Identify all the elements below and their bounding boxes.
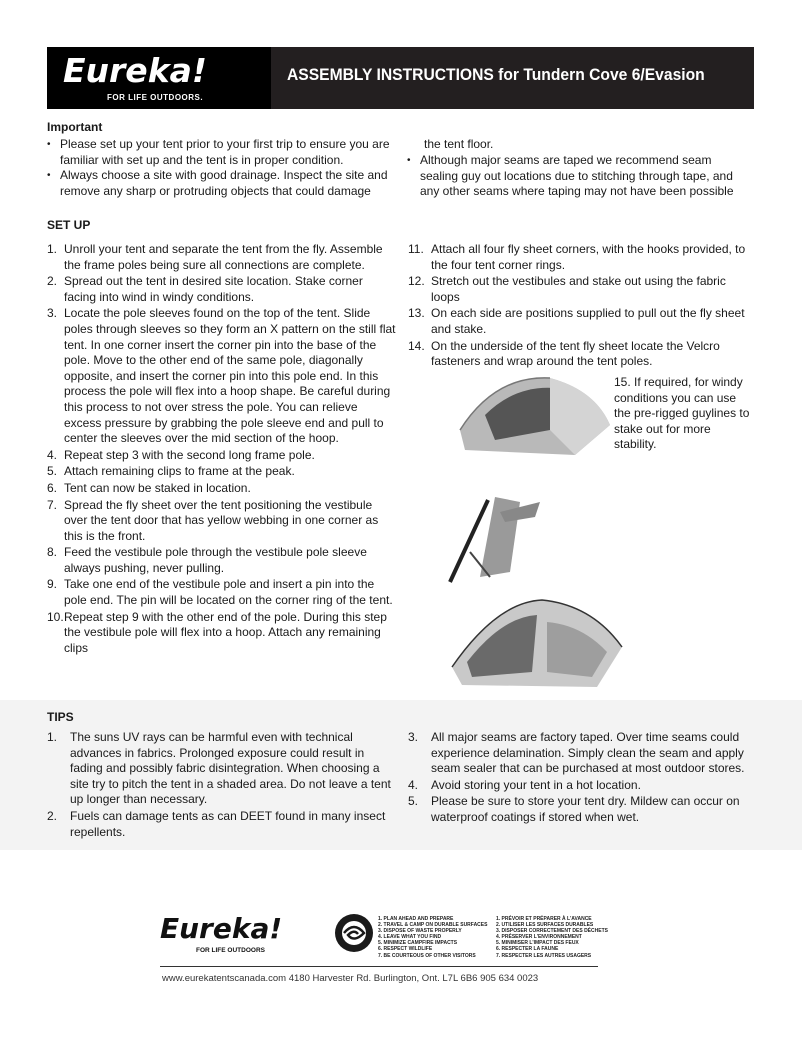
step-number: 7. <box>47 497 58 512</box>
setup-step <box>47 242 397 273</box>
setup-step <box>47 577 397 608</box>
step-text: On the underside of the tent fly sheet locate the Velcro fasteners and wrap around the tent poles. <box>431 338 720 369</box>
tip-item <box>408 778 754 794</box>
tips-left-list <box>47 730 392 841</box>
step-text: Please be sure to store your tent dry. Mildew can occur on waterproof coatings if stored when wet. <box>431 794 740 824</box>
tent-with-fly-image <box>455 370 615 460</box>
lnt-principles-en <box>378 916 487 959</box>
step-number: 3. <box>47 306 58 321</box>
lnt-principle: 4. PRÉSERVER L'ENVIRONNEMENT <box>496 934 582 941</box>
setup-step <box>47 545 397 576</box>
lnt-principle: 5. MINIMIZE CAMPFIRE IMPACTS <box>378 940 458 947</box>
step-number: 5. <box>47 464 58 479</box>
tip-item <box>47 809 392 840</box>
setup-step <box>47 610 397 657</box>
step-text: Stretch out the vestibules and stake out using the fabric loops <box>431 274 726 304</box>
important-left <box>47 137 397 199</box>
important-item: • Please set up your tent prior to your first trip to ensure you are familiar with set up and the tent is in proper condition. <box>47 137 397 168</box>
logo-wordmark: Eureka! <box>63 51 207 90</box>
lnt-principle: 7. RESPECTER LES AUTRES USAGERS <box>496 952 592 959</box>
tips-heading: TIPS <box>47 710 74 724</box>
setup-step <box>47 498 397 545</box>
step-number: 4. <box>47 447 58 462</box>
important-heading: Important <box>47 120 103 134</box>
lnt-principle: 5. MINIMISER L'IMPACT DES FEUX <box>496 940 579 947</box>
leave-no-trace-seal-icon <box>334 913 374 953</box>
step-number: 1. <box>47 730 58 744</box>
step-text: Feed the vestibule pole through the vestibule pole sleeve always pushing, never pulling. <box>64 545 367 575</box>
setup-step <box>47 481 397 497</box>
lnt-principle: 2. UTILISER LES SURFACES DURABLES <box>496 922 594 929</box>
step-text: Attach all four fly sheet corners, with the hooks provided, to the four tent corner rings. <box>431 242 746 272</box>
lnt-principle: 2. TRAVEL & CAMP ON DURABLE SURFACES <box>378 922 488 929</box>
step-number: 4. <box>408 777 419 792</box>
lnt-principle: 1. PRÉVOIR ET PRÉPARER À L'AVANCE <box>496 916 592 922</box>
tip-item <box>408 730 754 777</box>
lnt-principle: 4. LEAVE WHAT YOU FIND <box>378 934 442 941</box>
setup-step <box>47 274 397 305</box>
step-number: 3. <box>408 730 419 744</box>
step-number: 8. <box>47 545 58 560</box>
step-text: Repeat step 3 with the second long frame pole. <box>64 447 315 462</box>
step-text: Avoid storing your tent in a hot location. <box>431 777 641 792</box>
setup-right-list <box>408 242 754 371</box>
lnt-principle: 1. PLAN AHEAD AND PREPARE <box>378 916 454 922</box>
page-title: ASSEMBLY INSTRUCTIONS for Tundern Cove 6/Evasion <box>287 65 705 84</box>
setup-step <box>408 339 754 370</box>
step-text: Unroll your tent and separate the tent from the fly. Assemble the frame poles being sure all connections are complete. <box>64 242 383 272</box>
step-number: 6. <box>47 480 58 495</box>
lnt-principle: 6. RESPECTER LA FAUNE <box>496 946 559 953</box>
setup-step <box>47 448 397 464</box>
setup-step <box>47 464 397 480</box>
logo-tagline: FOR LIFE OUTDOORS. <box>107 93 204 102</box>
lnt-principles-fr <box>496 916 608 959</box>
footer-tagline: FOR LIFE OUTDOORS <box>196 947 265 954</box>
setup-step <box>408 274 754 305</box>
setup-step <box>47 306 397 446</box>
lnt-principle: 3. DISPOSER CORRECTEMENT DES DÉCHETS <box>496 928 608 935</box>
step-text: Locate the pole sleeves found on the top of the tent. Slide poles through sleeves so they form an X pattern on the still flat tent. In one corner insert the corner pin into the base of the pole. Move to the other end of the same pole, diagonally opposite, and insert the corner pin into this pole end. In this process the pole will flex into a hoop shape. Be careful during this process to not over stress the pole. You can relieve excess pressure by grabbing the pole sleeve end and pull to center the sleeves over the mid section of the hoop. <box>64 306 396 446</box>
step-number: 5. <box>408 794 419 809</box>
header-bar <box>47 47 754 109</box>
step-number: 13. <box>408 306 425 321</box>
step-text: Spread out the tent in desired site location. Stake corner facing into wind in windy conditions. <box>64 274 363 304</box>
lnt-principle: 6. RESPECT WILDLIFE <box>378 946 433 953</box>
setup-left-list <box>47 242 397 657</box>
lnt-principle: 7. BE COURTEOUS OF OTHER VISITORS <box>378 952 476 959</box>
step-number: 9. <box>47 577 58 592</box>
footer-divider <box>160 966 598 967</box>
tips-right-list <box>408 730 754 827</box>
tip-item <box>408 794 754 825</box>
step-number: 11. <box>408 242 424 256</box>
setup-step <box>408 242 754 273</box>
step-text: Attach remaining clips to frame at the peak. <box>64 464 295 479</box>
step-number: 1. <box>47 242 58 256</box>
step-text: All major seams are factory taped. Over time seams could experience delamination. Simply clean the seam and apply seam sealer that can be purchased at most outdoor stores. <box>431 730 745 776</box>
important-item: • Although major seams are taped we recommend seam sealing guy out locations due to stitching through tape, and any other seams where taping may not have been possible <box>407 153 752 200</box>
step-text: Tent can now be staked in location. <box>64 480 251 495</box>
setup-step-15: 15. If required, for windy conditions you can use the pre-rigged guylines to stake out for more stability. <box>614 375 750 452</box>
step-text: Spread the fly sheet over the tent positioning the vestibule over the tent door that has yellow webbing in one corner as this is the front. <box>64 497 379 543</box>
step-number: 2. <box>47 808 58 823</box>
corner-pin-image <box>440 492 550 590</box>
eureka-logo <box>47 47 271 109</box>
lnt-principle: 3. DISPOSE OF WASTE PROPERLY <box>378 928 462 935</box>
tip-item <box>47 730 392 808</box>
step-text: Repeat step 9 with the other end of the pole. During this step the vestibule pole will flex into a hoop. Attach any remaining clips <box>64 609 387 655</box>
step-text: The suns UV rays can be harmful even with technical advances in fabrics. Prolonged exposure could result in fading and possibly fabric disintegration. When choosing a site try to pitch the tent in a shaded area. Do not leave a tent up longer than necessary. <box>70 730 391 807</box>
step-text: Fuels can damage tents as can DEET found in many insect repellents. <box>70 808 386 839</box>
setup-step <box>408 306 754 337</box>
important-continuation: the tent floor. <box>424 137 494 151</box>
step-number: 2. <box>47 274 58 289</box>
important-right <box>407 153 752 200</box>
step-number: 10. <box>47 609 64 624</box>
footer-logo: Eureka! <box>160 912 283 945</box>
step-number: 14. <box>408 338 425 353</box>
step-text: On each side are positions supplied to pull out the fly sheet and stake. <box>431 306 745 336</box>
setup-heading: SET UP <box>47 218 91 232</box>
step-number: 12. <box>408 274 425 289</box>
step-text: Take one end of the vestibule pole and insert a pin into the pole end. The pin will be located on the corner ring of the tent. <box>64 577 393 608</box>
footer-address: www.eurekatentscanada.com 4180 Harvester Rd. Burlington, Ont. L7L 6B6 905 634 0023 <box>162 973 539 984</box>
tent-body-image <box>447 597 627 689</box>
important-item: • Always choose a site with good drainage. Inspect the site and remove any sharp or protruding objects that could damage <box>47 168 397 199</box>
